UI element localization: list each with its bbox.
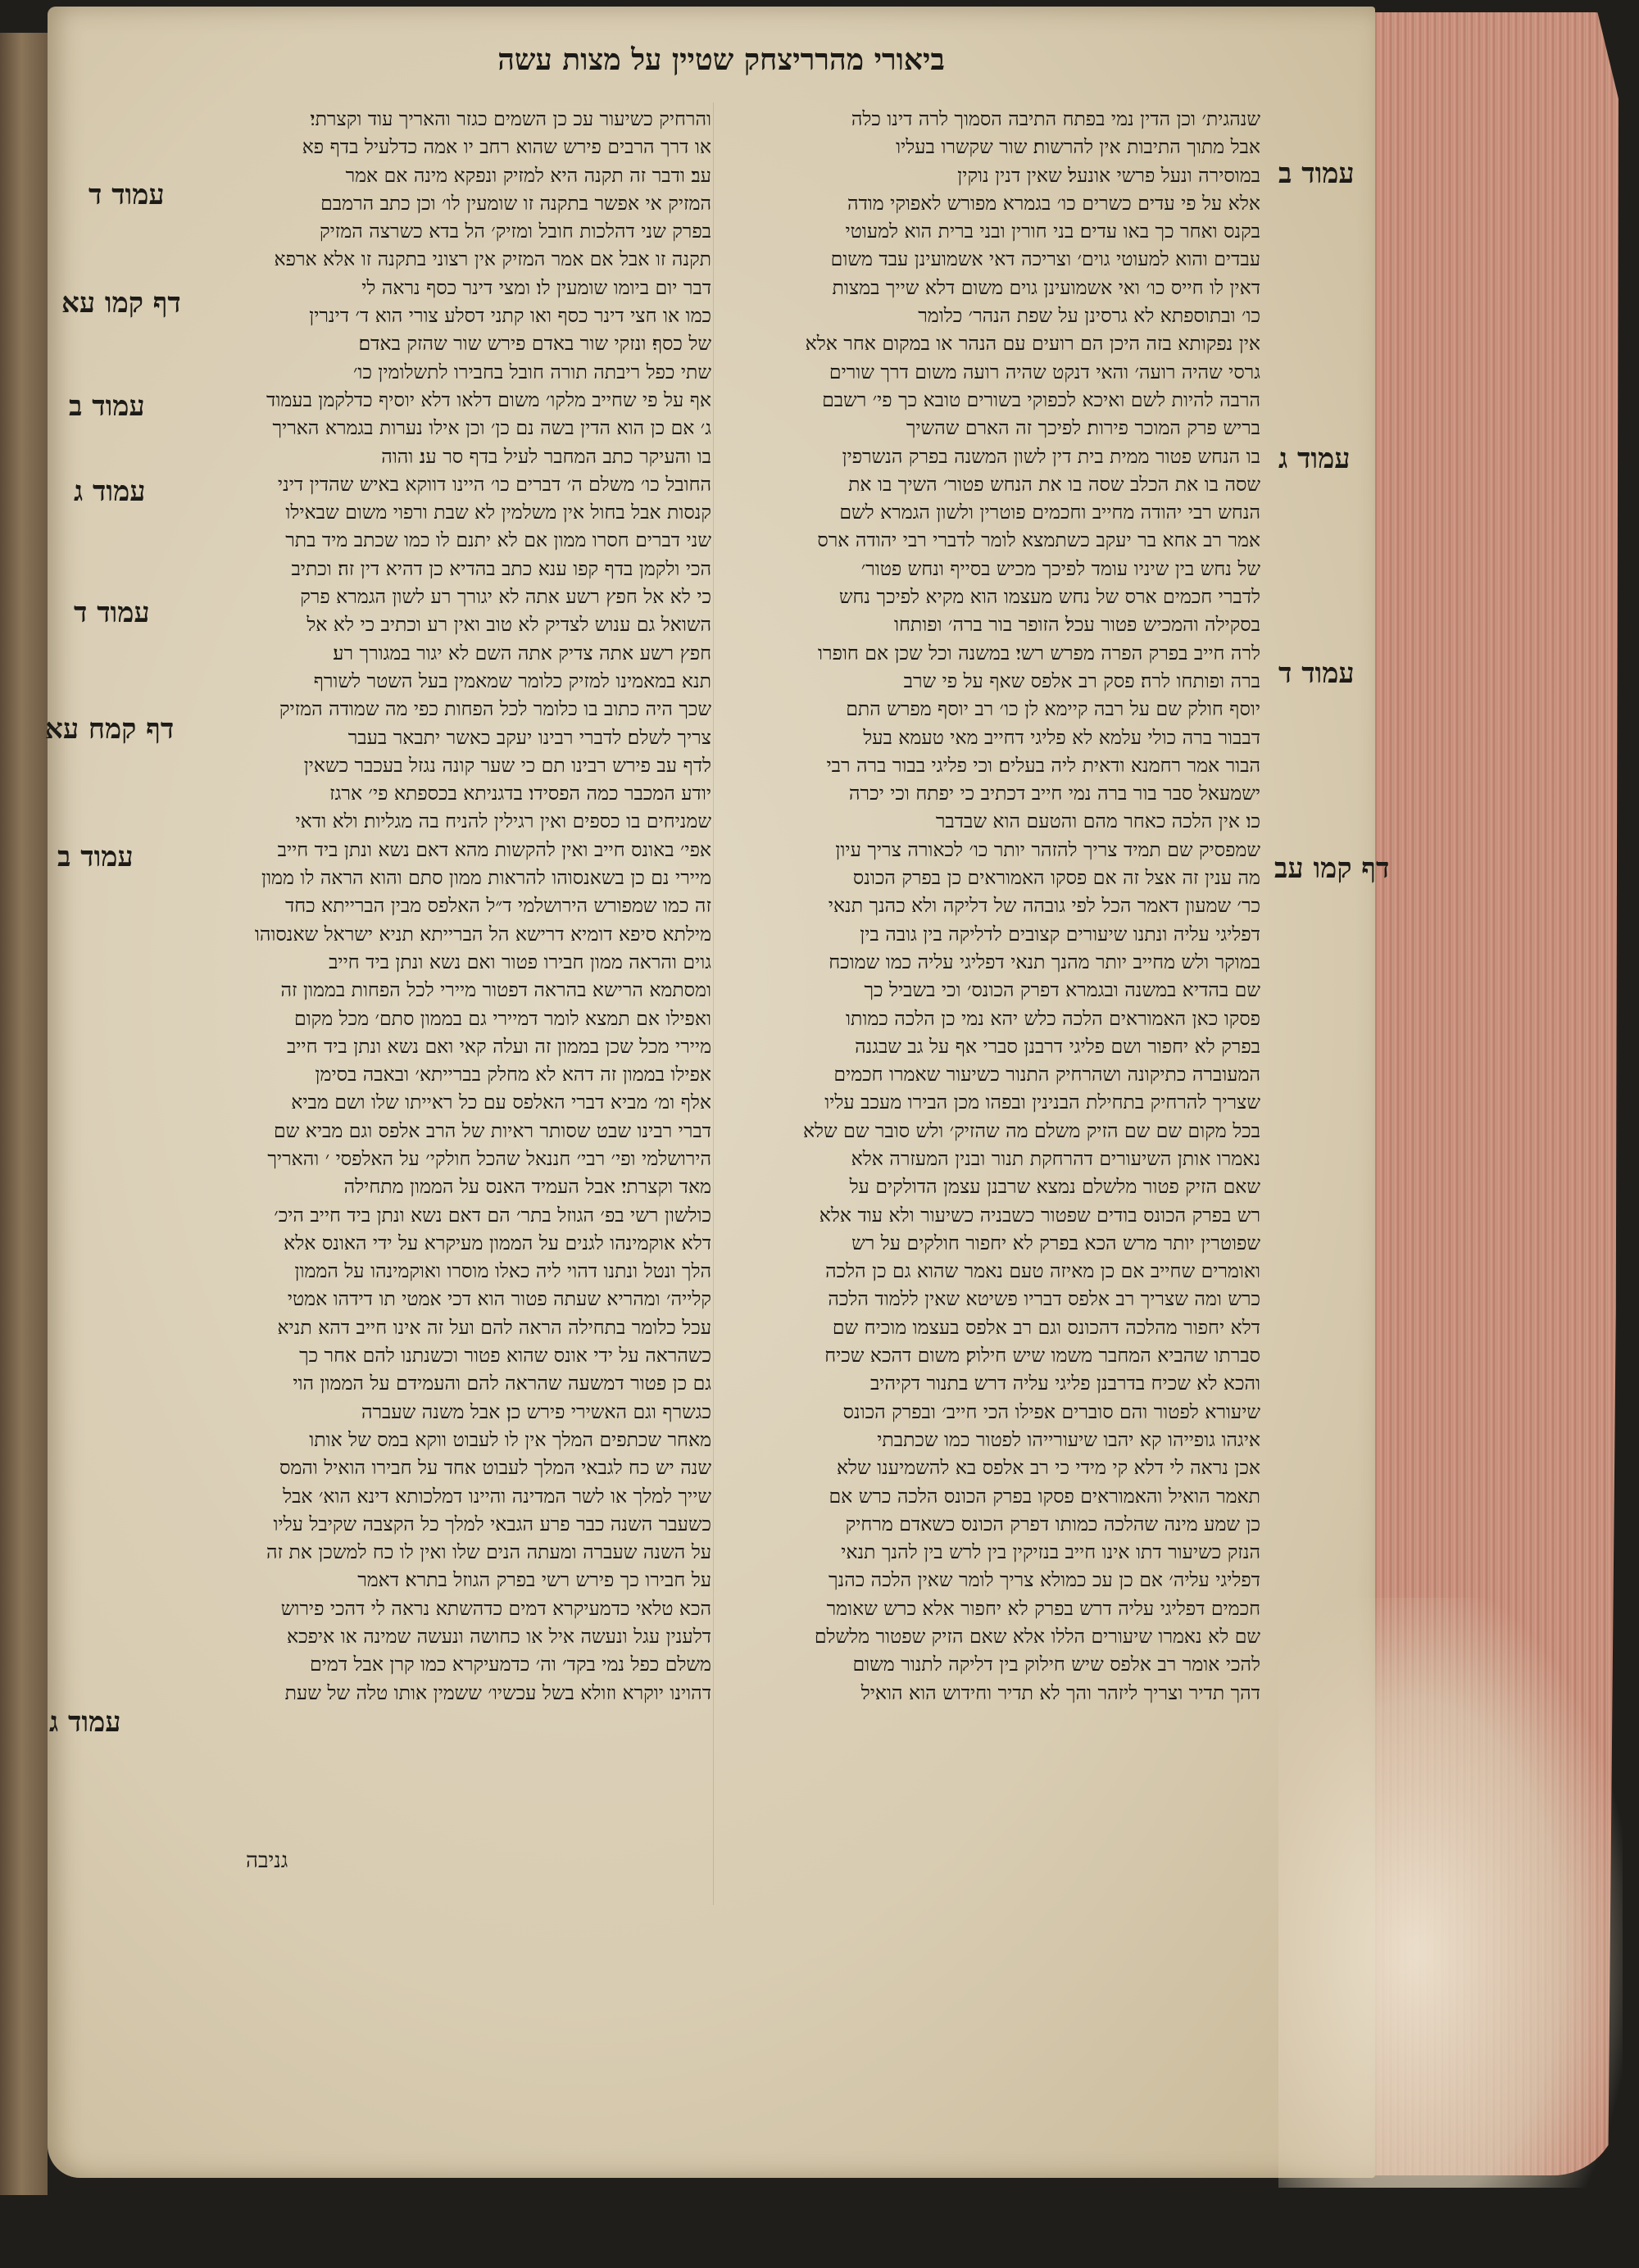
text-line: כשהראה על ידי אונס שהוא פטור וכשנתנו להם אחר כך: [299, 1344, 711, 1368]
text-line: המעוברה כתיקונה ושהרחיק התנור כשיעור שאמרו חכמים: [833, 1063, 1260, 1086]
text-line: לדברי חכמים ארס של נחש מעצמו הוא מקיא לפיכך נחש: [838, 585, 1260, 609]
text-line: כשעבר השנה כבר פרע הגבאי למלך כל הקצבה שקיבל עליו: [273, 1512, 711, 1535]
text-line: מיירי נם כן בשאנסוהו להראות ממון סתם והוא הראה לו ממון: [261, 866, 711, 890]
text-line: והרחיק כשיעור עכ כן השמים כגזר והאריך עוד וקצרתי׃: [310, 107, 711, 130]
text-line: המזיק אי אפשר בתקנה זו שומעין לו׳ וכן כתב הרמבם: [320, 191, 711, 215]
text-line: זה כמו שמפורש הירושלמי ד״ל האלפס מבין הברייתא כחד: [284, 894, 711, 918]
text-line: מילתא סיפא דומיא דרישא הל הברייתא תניא ישראל שאנסוהו: [254, 922, 711, 946]
text-line: ישמעאל סבר בור ברה נמי חייב דכתיב כי יפתח וכי יכרה: [849, 782, 1260, 805]
text-line: גם כן פטור דמשעה שהראה להם והעמידם על הממון הוי: [293, 1372, 711, 1395]
text-line: הנחש רבי יהודה מחייב וחכמים פוטרין ולשון הגמרא לשם: [839, 501, 1260, 524]
margin-note: דף קמו עא: [61, 287, 181, 320]
margin-note: עמוד ב: [57, 841, 134, 873]
text-line: דבר יום ביומו שומעין לו׃ ומצי דינר כסף נראה לי: [361, 275, 711, 299]
text-line: בסקילה והמכיש פטור עכל׃ הזופר בור ברה׳ ופותחו: [893, 613, 1260, 637]
text-line: בריש פרק המוכר פירות׃ לפיכך זה הארם שהשיך: [906, 416, 1260, 440]
text-line: צריך לשלם׃ לדברי רבינו יעקב כאשר יתבאר בעבר: [347, 725, 711, 749]
text-line: אכן נראה לי דלא קי מידי כי רב אלפס בא להשמיענו שלא: [836, 1456, 1260, 1480]
margin-note: עמוד ד: [74, 596, 150, 629]
margin-note: עמוד ד: [1278, 657, 1355, 690]
text-line: אמר רב אחא בר יעקב כשתמצא לומר לדברי רבי יהודה ארס: [817, 528, 1260, 552]
text-line: בפרק לא יחפור ושם פליגי דרבנן סברי אף על גב שבגנה: [855, 1034, 1260, 1058]
text-line: שייך למלך או לשר המדינה והיינו דמלכותא דינא הוא׳ אבל: [283, 1484, 711, 1508]
text-line: שנהגית׳ וכן הדין נמי בפתח התיבה הסמוך לרה דינו כלה: [851, 107, 1260, 130]
text-line: רש בפרק הכונס בודים שפטור כשבניה כשיעור ולא עוד אלא: [819, 1203, 1260, 1227]
text-line: קנסות אבל בחול אין משלמין לא שבת ורפוי משום שבאילו: [285, 501, 711, 524]
text-line: כמו או חצי דינר כסף ואו קתני דסלע צורי הוא ד׳ דינרין: [309, 304, 711, 328]
text-line: והכא לא שכיח בדרבנן פליגי עליה דרש בתנור דקיהיב: [869, 1372, 1260, 1395]
text-line: בפרק שני דהלכות חובל ומזיק׳ הל בדא כשרצה המזיק: [320, 220, 711, 243]
text-line: דלא יחפור מהלכה דהכונס וגם רב אלפס בעצמו מוכיח שם: [832, 1315, 1260, 1339]
text-line: יודע המכבר כמה הפסידו׃ בדגניתא בכספתא פי׳ ארגז: [329, 782, 711, 805]
margin-note: עמוד ג: [49, 1706, 121, 1739]
text-line: אפי׳ באונס חייב ואין להקשות מהא דאם נשא ונתן ביד חייב: [277, 837, 711, 861]
text-line: ואומרים שחייב אם כן מאיזה טעם נאמר שהוא גם כן הלכה: [825, 1259, 1260, 1283]
margin-note: עמוד ב: [1278, 157, 1355, 190]
text-line: ברה ופותחו לרה׃ פסק רב אלפס שאף על פי שרב: [903, 669, 1260, 692]
text-line: עכל כלומר בתחילה הראה להם ועל זה אינו חייב דהא תניא: [277, 1315, 711, 1339]
text-line: בכל מקום שם שם הזיק משלם מה שהזיק׳ ולש סובר שם שלא: [802, 1118, 1260, 1142]
text-line: אף על פי שחייב מלקו׳ משום דלאו דלא יוסיף כדלקמן בעמוד: [266, 388, 711, 411]
text-line: להכי אומר רב אלפס שיש חילוק בין דליקה לתנור משום: [852, 1653, 1260, 1676]
text-line: כי לא אל חפץ רשע אתה לא יגורך רע לשון הגמרא פרק: [300, 585, 711, 609]
text-line: הלך ונטל ונתנו דהוי ליה כאלו מוסרו ואוקמינהו על הממון: [294, 1259, 711, 1283]
text-line: שתי כפל ריבתה תורה חובל בחבירו לתשלומין כו׳: [353, 360, 711, 383]
text-line: דלא אוקמינהו לגנים על הממון מעיקרא על ידי האונס אלא: [284, 1231, 711, 1254]
text-line: או דרך הרבים פירש שהוא רחב יו אמה כדלעיל בדף פא: [302, 135, 711, 159]
text-line: כולשון רשי בפ׳ הגוזל בתר׳ הם דאם נשא ונתן ביד חייב היכ׳: [274, 1203, 711, 1227]
margin-note: עמוד ג: [1278, 442, 1351, 475]
text-line: דלענין עגל ונעשה איל או כחושה ונעשה שמינה או איפכא: [287, 1625, 711, 1649]
text-line: של נחש בין שיניו עומד לפיכך מכיש בסייף ונחש פטור׳: [860, 556, 1260, 580]
text-line: דאין לו חייס כו׳ ואי אשמועינן גוים משום דלא שייך במצות: [832, 275, 1260, 299]
text-line: שמניחים בו כספים ואין רגילין להניח בה מגליות׃ ולא ודאי: [295, 810, 711, 833]
text-line: לדף עב פירש רבינו תם כי שער קונה נגזל בעכבר כשאין: [303, 753, 711, 777]
margin-note: עמוד ג: [74, 475, 146, 508]
text-line: תנא במאמינו למזיק כלומר שמאמין בעל השטר לשורף: [313, 669, 711, 692]
text-line: עבדים והוא למעוטי גוים׳ וצריכה דאי אשמועינן עבד משום: [830, 247, 1260, 271]
text-line: שם לא נאמרו שיעורים הללו אלא שאם הזיק שפטור מלשלם: [814, 1625, 1260, 1649]
text-line: שמפסיק שם תמיד צריך להזהר יותר כו׳ לכאורה צריך עיון: [835, 837, 1260, 861]
text-line: שצריך להרחיק בתחילת הבנינין ובפהו מכן הבירו מעכב עליו: [824, 1091, 1260, 1114]
text-line: דפליגי עליה׳ אם כן עכ כמולא צריך לומר שאין הלכה כהנך: [829, 1568, 1260, 1592]
text-line: קלייה׳ ומהריא שעתה פטור הוא דכי אמטי תו דידהו אמטי: [287, 1287, 711, 1311]
text-line: מאד וקצרתי׃ אבל העמיד האנס על הממון מתחילה: [343, 1175, 711, 1199]
text-line: גוים והראה ממון חבירו פטור ואם נשא ונתן ביד חייב: [329, 950, 711, 973]
text-line: בו והעיקר כתב המחבר לעיל בדף סר ענ׃ והוה: [381, 444, 711, 468]
margin-note: עמוד ד: [89, 179, 165, 211]
text-line: ואפילו אם תמצא לומר דמיירי גם בממון סתם׳ מכל מקום: [293, 1006, 711, 1030]
text-line: ומסתמא הרישא בהראה דפטור מיירי לכל הפחות בממון זה: [280, 978, 711, 1002]
text-line: הכא טלאי כדמעיקרא דמים כדהשתא נראה לי דהכי פירוש: [280, 1596, 711, 1620]
text-line: הרבה להיות לשם ואיכא לכפוקי בשורים טובא כך פי׳ רשבם: [822, 388, 1260, 411]
text-line: הירושלמי ופי׳ רבי׳ חננאל שהכל חולקי׳ על האלפסי ׳ והאריך: [267, 1146, 711, 1170]
text-line: במוסירה ונעל פרשי אונעל׃ שאין דנין נוקין: [957, 163, 1260, 187]
text-line: פסקו כאן האמוראים הלכה כלש יהא נמי כן הלכה כמותו: [845, 1006, 1260, 1030]
text-line: כגשרף וגם האשירי פירש כן׃ אבל משנה שעברה: [361, 1399, 711, 1423]
margin-note: עמוד ב: [69, 390, 145, 423]
text-line: של כסף׃ ונזקי שור באדם פירש שור שהזק באדם׃: [358, 332, 711, 356]
text-line: כו׳ ובתוספתא לא גרסינן על שפת הנהר׳ כלומר: [918, 304, 1260, 328]
text-line: בו הנחש פטור ממית בית דין לשון המשנה בפרק הנשרפין: [842, 444, 1260, 468]
text-line: אלא על פי עדים כשרים כו׳ בגמרא מפורש לאפוקי מודה: [847, 191, 1260, 215]
text-line: כן שמע מינה שהלכה כמותו דפרק הכונס כשאדם מרחיק: [845, 1512, 1260, 1535]
text-line: עב׃ ודבר זה תקנה היא למזיק ונפקא מינה אם אמר: [345, 163, 711, 187]
text-line: דברי רבינו שבט שסותר ראיות של הרב אלפס וגם מביא שם: [274, 1118, 711, 1142]
text-line: דהך תדיר וצריך ליזהר והך לא תדיר וחידוש הוא הואיל: [860, 1681, 1260, 1704]
text-line: הנזק כשיעור דתו אינו חייב בנזיקין בין לרש בין להנך תנאי: [841, 1540, 1260, 1564]
text-line: שאם הזיק פטור מלשלם נמצא שרבנן עצמן הדולקים על: [849, 1175, 1260, 1199]
text-line: הכי ולקמן בדף קפו ענא כתב בהדיא כן דהיא דין זה׃ וכתיב: [291, 556, 711, 580]
text-line: שפוטרין יותר מרש הכא בפרק לא יחפור חולקים על רש: [851, 1231, 1260, 1254]
text-line: שיעורא לפטור והם סוברים אפילו הכי חייב׳ ובפרק הכונס: [842, 1399, 1260, 1423]
text-line: אין נפקותא בזה היכן הם רועים עם הנהר או במקום אחר אלא: [805, 332, 1260, 356]
text-line: שסה בו את הכלב שסה בו את הנחש פטור׳ השיך בו את: [848, 472, 1260, 496]
text-line: אלף ומ׳ מביא דברי האלפס עם כל ראייתו שלו ושם מביא: [291, 1091, 711, 1114]
text-line: על השנה שעברה ומעתה הנים שלו ואין לו כח למשכן את זה: [266, 1540, 711, 1564]
text-line: חפץ רשע אתה צדיק אתה השם לא יגור במגורך רע׃: [333, 641, 711, 665]
text-line: סברתו שהביא המחבר משמו שיש חילוק׃ משום דהכא שכיח: [824, 1344, 1260, 1368]
text-line: כו׃ אין הלכה כאחר מהם והטעם הוא שבדבר: [935, 810, 1260, 833]
text-line: שכך היה כתוב בו כלומר לכל הפחות כפי מה שמודה המזיק: [279, 697, 711, 721]
text-line: איגהו גופייהו קא יהבו שיעורייהו לפטור כמו שכתבתי: [877, 1427, 1260, 1451]
text-line: כר׳ שמעון דאמר הכל לפי גובהה של דליקה ולא כהנך תנאי: [828, 894, 1260, 918]
text-line: מיירי מכל שכן בממון זה ועלה קאי ואם נשא ונתן ביד חייב: [286, 1034, 711, 1058]
text-line: כרש ומה שצריך רב אלפס דבריו פשיטא שאין ללמוד הלכה: [828, 1287, 1260, 1311]
text-line: השואל גם ענוש לצדיק לא טוב ואין רע וכתיב כי לא אל: [306, 613, 711, 637]
text-line: דהוינו יוקרא וזולא בשל עכשיו׳ ששמין אותו טלה של שעת: [284, 1681, 711, 1704]
text-line: שנה יש כח לגבאי המלך לעבוט אחד על חבירו הואיל והמס: [279, 1456, 711, 1480]
text-line: משלם כפל נמי בקד׳ וה׳ כדמעיקרא כמו קרן אבל דמים: [310, 1653, 711, 1676]
margin-note: דף קמו עב: [1274, 852, 1390, 885]
text-line: שני דברים חסרו ממון אם לא יתנם לו כמו שכתב מיד בתר: [285, 528, 711, 552]
worn-page-corner: [1278, 1598, 1623, 2188]
text-line: על חבירו כך פירש רשי בפרק הגוזל בתרא׃ דאמר: [357, 1568, 711, 1592]
text-line: תאמר הואיל והאמוראים פסקו בפרק הכונס הלכה כרש אם: [829, 1484, 1260, 1508]
text-line: גרסי שהיה רועה׳ והאי דנקט שהיה רועה משום דרך שורים: [829, 360, 1260, 383]
book-spine: [0, 33, 48, 2195]
left-text-column: [170, 105, 711, 1989]
running-header: ביאורי מהרריצחק שטיין על מצות עשה: [497, 43, 945, 77]
text-line: דבבור ברה כולי עלמא לא פליגי דחייב מאי טעמא בעל: [863, 725, 1260, 749]
text-line: בקנס ואחר כך באו עדים׃ בני חורין ובני ברית הוא למעוטי: [845, 220, 1260, 243]
text-line: הבור אמר רחמנא ודאית ליה בעלים׃ וכי פליגי בבור ברה רבי: [826, 753, 1260, 777]
column-gutter: [713, 102, 714, 1905]
text-line: החובל כו׳ משלם ה׳ דברים כו׳ היינו דווקא באיש שהדין דיני: [277, 472, 711, 496]
text-line: יוסף חולק שם על רבה קיימא לן כו׳ רב יוסף מפרש התם: [846, 697, 1260, 721]
text-line: נאמרו אותן השיעורים דהרחקת תנור ובנין המעזרה אלא: [851, 1146, 1260, 1170]
text-line: אבל מתוך התיבות אין להרשות׃ שור שקשרו בעליו: [896, 135, 1260, 159]
text-line: ג׳ אם כן הוא הדין בשה נם כן׳ וכן אילו נערות בגמרא האריך: [272, 416, 711, 440]
right-text-column: [720, 105, 1260, 2268]
text-line: תקנה זו אבל אם אמר המזיק אין רצוני בתקנה זו אלא ארפא: [274, 247, 711, 271]
text-line: דפליגי עליה ונתנו שיעורים קצובים לדליקה בין גובה בין: [860, 922, 1260, 946]
margin-note: דף קמח עא: [45, 713, 175, 746]
catchword: גניבה: [246, 1848, 288, 1873]
text-line: חכמים דפליגי עליה דרש בפרק לא יחפור אלא כרש שאומר: [826, 1596, 1260, 1620]
text-line: מה ענין זה אצל זה אם פסקו האמוראים כן בפרק הכונס: [852, 866, 1260, 890]
text-line: שם בהדיא במשנה ובגמרא דפרק הכונס׳ וכי בשביל כך: [864, 978, 1260, 1002]
text-line: במוקר ולש מחייב יותר מהנך תנאי דפליגי עליה כמו שמוכח: [829, 950, 1260, 973]
text-line: לרה חייב בפרק הפרה מפרש רשי׃ במשנה וכל שכן אם חופרו: [818, 641, 1260, 665]
text-line: אפילו בממון זה דהא לא מחלק בברייתא׳ ובאבה בסימן: [315, 1063, 711, 1086]
text-line: מאחר שכתפים המלך אין לו לעבוט ווקא במס של אותו: [309, 1427, 711, 1451]
